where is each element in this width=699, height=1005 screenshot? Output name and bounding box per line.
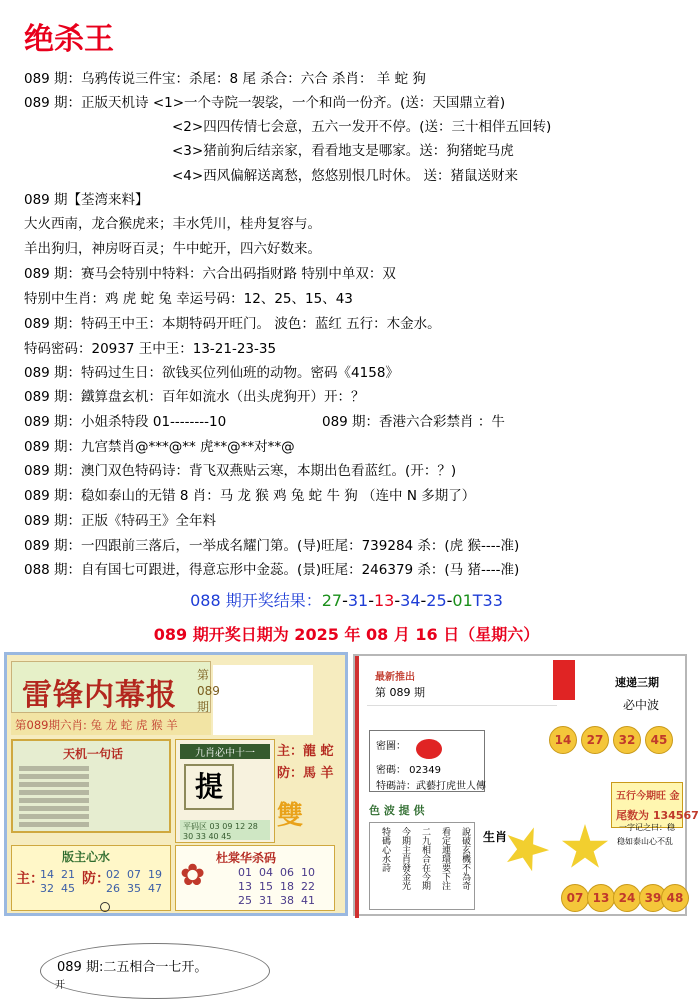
vertical-col: 今期主肖發金光 [400,827,410,890]
draw-date: 089 期开奖日期为 2025 年 08 月 16 日（星期六） [153,625,540,644]
mitu-label: 密圖： [376,741,406,752]
result-number: 34 [400,591,421,610]
bubble-sub: 开 [55,980,65,991]
poster-left-header [11,661,211,713]
fang-text: 防：馬 羊 [277,766,334,781]
prediction-line: 089 期：正版天机诗 <1>一个寺院一袈裟，一个和尚一份齐。(送：天国鼎立着) [24,95,506,111]
result-sep: - [368,591,374,610]
blurred-rows [19,763,89,830]
result-number: 13 [374,591,395,610]
small-circle [100,902,110,912]
wuxing-text: 五行今期旺 金 [616,791,680,802]
prediction-line: 089 期：鐵算盘玄机：百年如流水（出头虎狗开）开：？ [24,389,365,405]
prediction-line: 特码密码：20937 王中王：13-21-23-35 [24,341,277,357]
su-label: 速递三期 [615,676,659,689]
poster-left-issue: 第089期六肖: 兔 龙 蛇 虎 猴 羊 [11,713,211,735]
zhu-label: 主： [16,871,44,887]
result-number: 01 [452,591,473,610]
fang-label: 防： [82,871,110,887]
zhu-text: 主：龍 蛇 [277,744,334,759]
note-text: 一字记之曰：稳 [619,823,675,832]
box-title: 九肖必中十一 [180,744,270,759]
mitu-image [416,739,442,759]
mitu-box [369,730,485,792]
poster-left-side: 第 089 期 [197,668,220,714]
prediction-line: 088 期：自有国七可跟进，得意忘形中金蕊。(景)旺尾：246379 杀：(马 猪----准) [24,562,520,578]
poster-left-box-jiuxiao [175,739,275,843]
fang-numbers: 02 07 19 26 35 47 [106,868,162,895]
section-header: 色 波 提 供 [369,804,425,817]
new-label: 最新推出 [375,672,415,683]
poster-left-zhu-fang [277,741,334,785]
result-sep: - [446,591,453,610]
poster-left-box-tianji [11,739,171,833]
result-sep: - [342,591,348,610]
poster-left-box-shama [175,845,335,911]
bz-label: 必中波 [623,698,660,712]
pingma-text: 平码区 03 09 12 28 30 33 40 45 [180,820,270,840]
number-ball: 39 [639,884,667,912]
prediction-line: <3>猪前狗后结亲家，看看地支是哪家。送：狗猪蛇马虎 [172,143,514,159]
result-number: 27 [321,591,343,610]
poster-left [4,652,348,916]
vertical-col: 二九相合在今期 [420,827,430,890]
burst-decor [561,824,609,872]
speech-bubble [40,943,270,999]
poster-left-blank [213,665,313,735]
ti-char: 提 [184,764,234,810]
poster-left-box-banzhu [11,845,171,911]
number-ball: 13 [587,884,615,912]
prediction-line: 089 期：稳如泰山的无错 8 肖：马 龙 猴 鸡 兔 蛇 牛 狗 （连中 N 多期了） [24,488,476,504]
prediction-line: 089 期：香港六合彩禁肖 ：牛 [322,414,505,430]
box-title: 版主心水 [62,850,111,864]
result-sep: - [420,591,427,610]
poem-text: 特碼詩：武藝打虎世人傳 [376,781,486,792]
result-sep: - [394,591,401,610]
decor-char: ✿ [180,858,206,893]
poster-right [353,654,699,916]
prediction-line: 089 期：赛马会特别中特料：六合出码指财路 特别中单双：双 [24,266,396,282]
bubble-text: 089 期:二五相合一七开。 [57,960,208,975]
prediction-line: 089 期：澳门双色特码诗：背飞双燕贴云寒，本期出色看蓝红。(开：？) [24,463,457,479]
red-mark [553,660,575,700]
prediction-line: 大火西南，龙合猴虎来；丰水凭川，桂舟复容与。 [24,216,321,232]
poster-right-band [355,656,359,918]
shuang-char: 雙 [277,801,304,831]
draw-result [0,588,693,611]
number-ball: 32 [613,726,641,754]
number-ball: 45 [645,726,673,754]
number-ball: 24 [613,884,641,912]
prediction-line: 089 期：一四跟前三落后，一举成名耀门第。(导)旺尾：739284 杀：(虎 猴----准) [24,538,520,554]
prediction-line: <2>四四传情七会意，五六一发开不停。(送：三十相伴五回转) [172,119,552,135]
prediction-line: 羊出狗归，神房呀百灵；牛中蛇开，四六好数来。 [24,241,321,257]
prediction-line: 089 期：特码过生日：欲钱买位列仙班的动物。密码《4158》 [24,365,399,381]
poster-left-title: 雷锋内幕报 [22,678,177,713]
prediction-line: 089 期：正版《特码王》全年料 [24,513,217,529]
prediction-line: <4>西风偏解送离愁，悠悠别恨几时休。 送：猪鼠送财来 [172,168,519,184]
result-number: 31 [347,591,369,610]
prediction-line: 089 期：特码王中王：本期特码开旺门。 波色：蓝红 五行：木金水。 [24,316,441,332]
prediction-line: 089 期：乌鸦传说三件宝：杀尾：8 尾 杀合：六合 杀肖： 羊 蛇 狗 [24,71,426,87]
vertical-poem-box [369,822,475,910]
prediction-line: 089 期【荃湾来料】 [24,192,149,208]
number-ball: 27 [581,726,609,754]
number-ball: 14 [549,726,577,754]
shengxiao-label: 生肖 [483,830,508,844]
vertical-col: 特碼心水詩 [380,827,390,872]
prediction-line: 089 期：小姐杀特段 01--------10 [24,414,227,430]
number-ball: 07 [561,884,589,912]
box-title: 天机一句话 [63,747,124,761]
zhu-numbers: 14 21 32 45 [40,868,75,895]
page-title: 绝杀王 [24,22,114,57]
box-title: 杜棠华杀码 [216,851,277,865]
draw-result-label: 088 期开奖结果： [190,591,322,610]
weishu-text: 尾数为 134567 [616,809,699,822]
issue-label: 第 089 期 [375,686,425,699]
result-special: T33 [472,591,503,610]
number-ball: 48 [661,884,689,912]
mima-code: 密碼： 02349 [376,765,441,776]
result-number: 25 [426,591,447,610]
vertical-col: 說破玄機不為奇 [460,827,470,890]
prediction-line: 特别中生肖：鸡 虎 蛇 兔 幸运号码：12、25、15、43 [24,291,353,307]
vertical-col: 看定連環要下注 [440,827,450,890]
prediction-line: 089 期：九宫禁肖@***@** 虎**@**对**@ [24,439,295,455]
sha-numbers: 01 04 06 10 13 15 18 22 25 31 38 41 [238,866,315,907]
note-text: 稳如泰山心不乱 [617,837,673,846]
